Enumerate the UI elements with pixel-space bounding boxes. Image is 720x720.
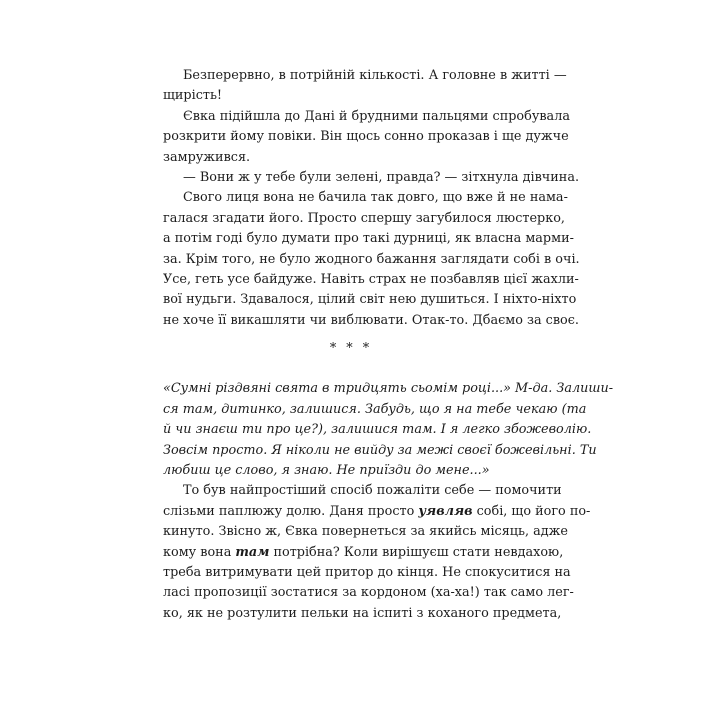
emphasis: там [235, 544, 270, 560]
emphasis: уявляв [418, 503, 473, 519]
text-line: а потім годі було думати про такі дурниці, як власна марми- [163, 231, 574, 247]
quote-line: Зовсім просто. Я ніколи не вийду за межі своєї божевільні. Ти [163, 442, 597, 458]
paragraph [163, 168, 580, 188]
text-line: Свого лиця вона не бачила так довго, що вже й не нама- [183, 190, 568, 206]
text-line: замружився. [163, 149, 251, 165]
text-line: Безперервно, в потрійній кількості. А головне в житті — [183, 68, 567, 83]
text-line: кинуто. Звісно ж, Євка повернеться за якийсь місяць, адже [163, 524, 568, 540]
text-line: за. Крім того, не було жодного бажання заглядати собі в очі. [163, 251, 580, 267]
text-line: ко, як не розтулити пельки на іспиті з коханого предмета, [163, 605, 562, 621]
italic-quote [163, 379, 614, 481]
paragraph [163, 107, 570, 168]
text-line: Усе, геть усе байдуже. Навіть страх не позбавляв цієї жахли- [163, 271, 579, 287]
text-line: слізьми паплюжу долю. Даня просто уявляв собі, що його по- [163, 503, 591, 519]
text-line: треба витримувати цей притор до кінця. Не спокуситися на [163, 564, 571, 580]
text-line: щирість! [163, 88, 223, 104]
text-line: Євка підійшла до Дані й брудними пальцями спробувала [183, 108, 570, 124]
quote-line: ся там, дитинко, залишися. Забудь, що я на тебе чекаю (та [163, 401, 587, 417]
text-line: вої нудьги. Здавалося, цілий світ нею душиться. І ніхто-ніхто [163, 292, 577, 308]
section-separator: * * * [329, 341, 373, 357]
book-page [163, 66, 614, 624]
paragraph [163, 66, 567, 107]
text-line: галася згадати його. Просто спершу загубилося люстерко, [163, 210, 565, 226]
dialogue-line: — Вони ж у тебе були зелені, правда? — зітхнула дівчина. [183, 169, 580, 185]
quote-line: й чи знаєш ти про це?), залишися там. І я легко збожеволію. [163, 422, 592, 438]
text-line: не хоче її викашляти чи виблювати. Отак-то. Дбаємо за своє. [163, 312, 579, 328]
quote-line: любиш це слово, я знаю. Не приїзди до мене...» [163, 463, 490, 479]
paragraph [163, 481, 591, 624]
text-line: То був найпростіший спосіб пожаліти себе — помочити [183, 483, 562, 499]
quote-line: «Сумні різдвяні свята в тридцять сьомім році...» М-да. Залиши- [163, 381, 614, 397]
paragraph [163, 188, 580, 331]
text-line: ласі пропозиції зостатися за кордоном (ха-ха!) так само лег- [163, 585, 574, 601]
text-line: розкрити йому повіки. Він щось сонно проказав і ще дужче [163, 129, 569, 145]
text-line: кому вона там потрібна? Коли вирішуєш стати невдахою, [163, 544, 564, 560]
